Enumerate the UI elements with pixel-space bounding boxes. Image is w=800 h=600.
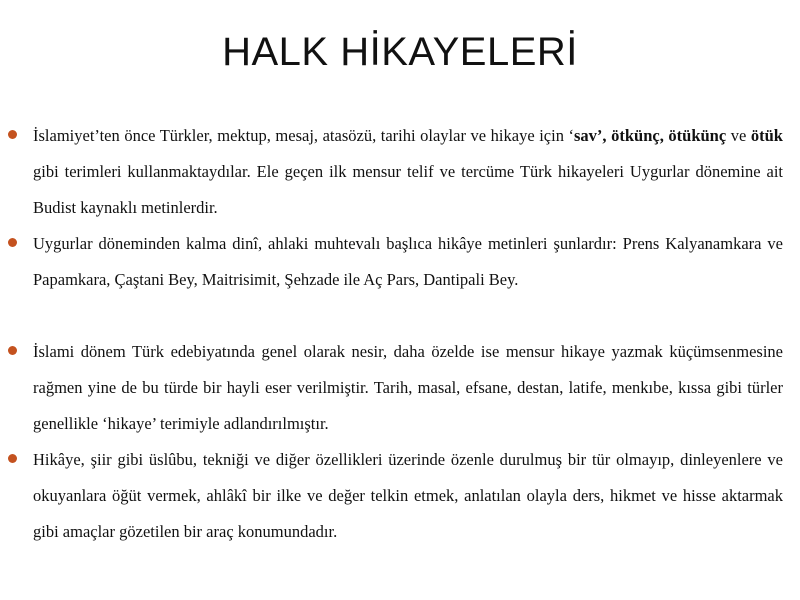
- bullet-dot-icon: [8, 346, 17, 355]
- spacer: [8, 298, 783, 334]
- bullet-text: İslami dönem Türk edebiyatında genel olarak nesir, daha özelde ise mensur hikaye yazmak küçümsenmesine rağmen yine de bu türde bir hayli eser verilmiştir. Tarih, masal, efsane, destan, latife, menkıbe, kıssa gibi türler genellikle ‘hikaye’ terimiyle adlandırılmıştır.: [33, 342, 783, 433]
- bullet-dot-icon: [8, 130, 17, 139]
- bullet-bold-terms: sav’, ötkünç, ötükünç: [574, 126, 727, 145]
- bullet-text-part: ve: [726, 126, 751, 145]
- slide-content: [8, 118, 783, 550]
- bullet-text-part: İslamiyet’ten önce Türkler, mektup, mesaj, atasözü, tarihi olaylar ve hikaye için ‘: [33, 126, 575, 145]
- bullet-bold-term: ötük: [750, 126, 783, 145]
- bullet-item: [8, 442, 783, 550]
- bullet-dot-icon: [8, 454, 17, 463]
- bullet-item: [8, 226, 783, 298]
- bullet-item: [8, 118, 783, 226]
- bullet-text: Uygurlar döneminden kalma dinî, ahlaki muhtevalı başlıca hikâye metinleri şunlardır: Prens Kalyanamkara ve Papamkara, Çaştani Bey, Maitrisimit, Şehzade ile Aç Pars, Dantipali Bey.: [33, 234, 783, 289]
- bullet-text-part: gibi terimleri kullanmaktaydılar. Ele geçen ilk mensur telif ve tercüme Türk hikayeleri Uygurlar dönemine ait Budist kaynaklı metinlerdir.: [33, 162, 783, 217]
- slide-title: HALK HİKAYELERİ: [222, 30, 578, 74]
- bullet-text: Hikâye, şiir gibi üslûbu, tekniği ve diğer özellikleri üzerinde özenle durulmuş bir tür olmayıp, dinleyenlere ve okuyanlara öğüt vermek, ahlâkî bir ilke ve değer telkin etmek, anlatılan olayla ders, hikmet ve hisse aktarmak gibi amaçlar gözetilen bir araç konumundadır.: [33, 450, 783, 541]
- bullet-dot-icon: [8, 238, 17, 247]
- bullet-item: [8, 334, 783, 442]
